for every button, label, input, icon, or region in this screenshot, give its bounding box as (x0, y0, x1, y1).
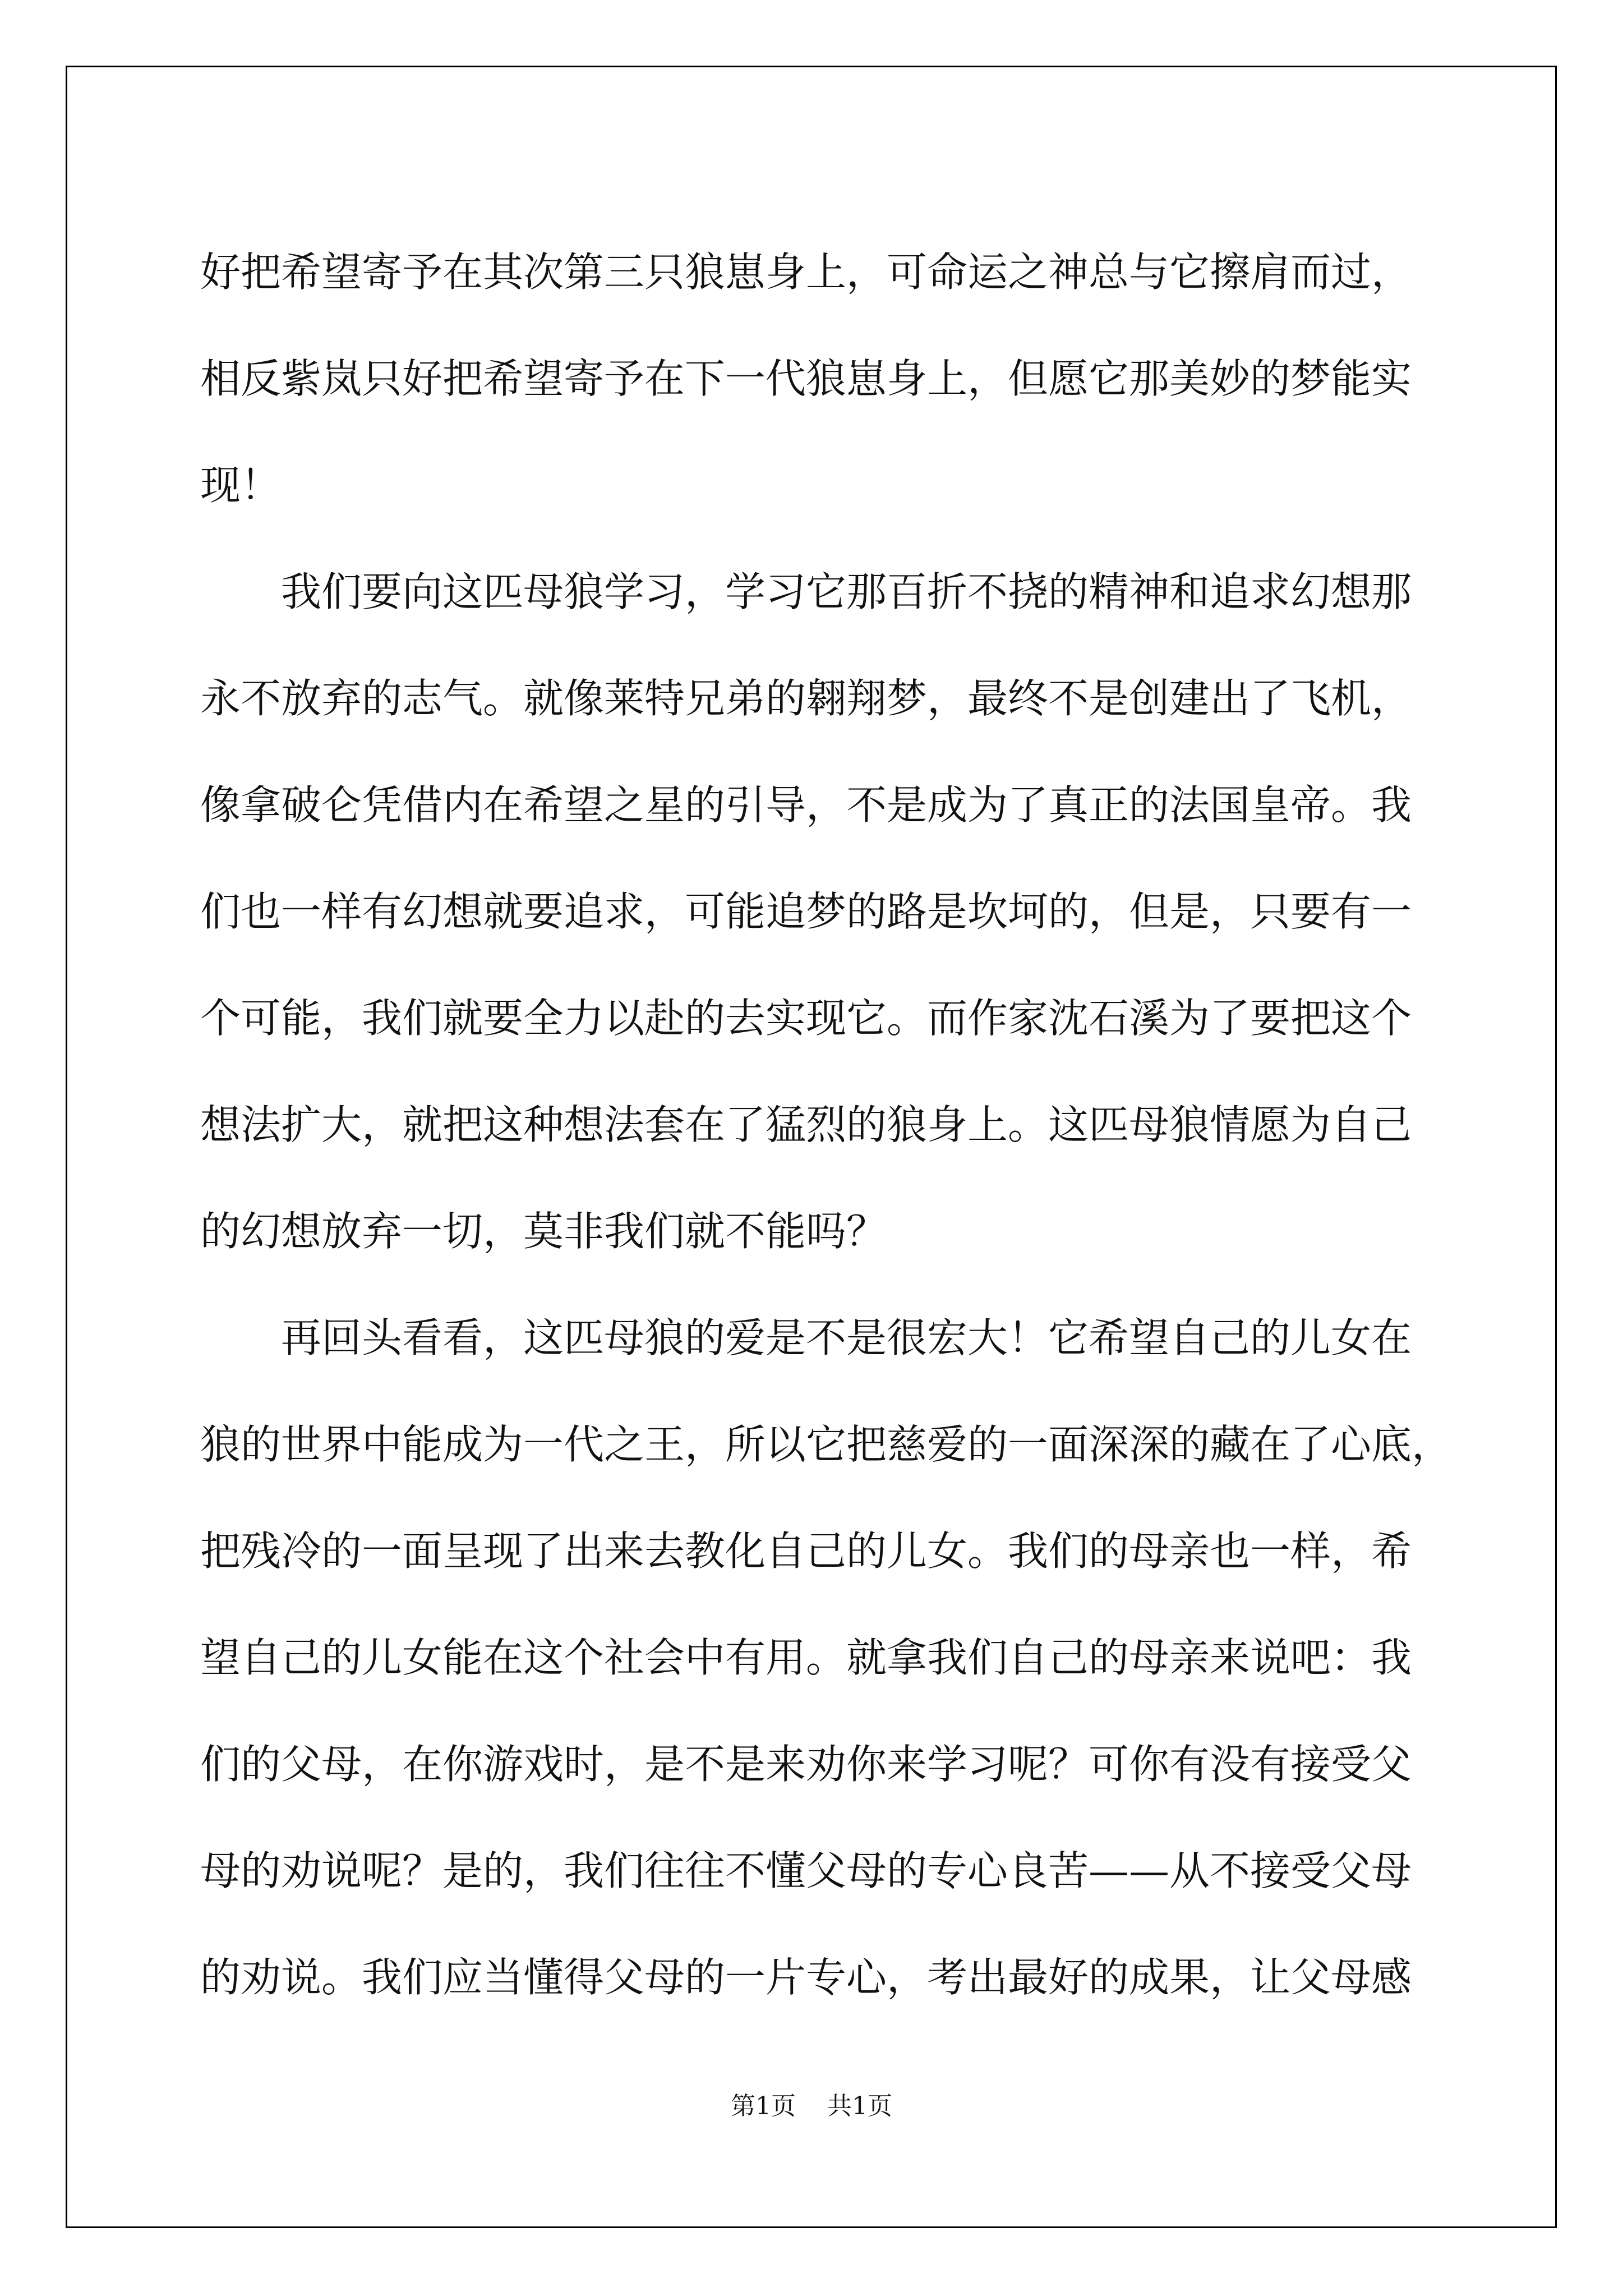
text-line-13: 把残冷的一面呈现了出来去教化自己的儿女。我们的母亲也一样，希 (200, 1527, 1412, 1575)
text-line-3: 现！ (200, 462, 282, 509)
text-line-1: 好把希望寄予在其次第三只狼崽身上，可命运之神总与它擦肩而过， (200, 249, 1412, 296)
text-line-7: 们也一样有幻想就要追求，可能追梦的路是坎坷的，但是，只要有一 (200, 888, 1412, 935)
page-footer (0, 2086, 1623, 2122)
text-line-15: 们的父母，在你游戏时，是不是来劝你来学习呢？可你有没有接受父 (200, 1741, 1412, 1788)
text-line-10: 的幻想放弃一切，莫非我们就不能吗？ (200, 1208, 887, 1255)
text-line-17: 的劝说。我们应当懂得父母的一片专心，考出最好的成果，让父母感 (200, 1954, 1412, 2001)
page-total: 共1页 (827, 2092, 892, 2120)
page-number: 第1页 (731, 2092, 796, 2120)
text-line-12: 狼的世界中能成为一代之王，所以它把慈爱的一面深深的藏在了心底， (200, 1421, 1453, 1468)
text-line-8: 个可能，我们就要全力以赴的去实现它。而作家沈石溪为了要把这个 (200, 995, 1412, 1042)
document-body (200, 219, 1453, 2031)
text-line-6: 像拿破仑凭借内在希望之星的引导，不是成为了真正的法国皇帝。我 (200, 781, 1412, 829)
text-line-4: 我们要向这匹母狼学习，学习它那百折不挠的精神和追求幻想那 (281, 568, 1412, 615)
text-line-16: 母的劝说呢？是的，我们往往不懂父母的专心良苦——从不接受父母 (200, 1847, 1412, 1894)
text-line-9: 想法扩大，就把这种想法套在了猛烈的狼身上。这匹母狼情愿为自己 (200, 1101, 1412, 1148)
text-line-14: 望自己的儿女能在这个社会中有用。就拿我们自己的母亲来说吧：我 (200, 1634, 1412, 1681)
text-line-11: 再回头看看，这匹母狼的爱是不是很宏大！它希望自己的儿女在 (281, 1314, 1412, 1361)
text-line-2: 相反紫岚只好把希望寄予在下一代狼崽身上，但愿它那美妙的梦能实 (200, 355, 1412, 402)
text-line-5: 永不放弃的志气。就像莱特兄弟的翱翔梦，最终不是创建出了飞机， (200, 675, 1412, 722)
